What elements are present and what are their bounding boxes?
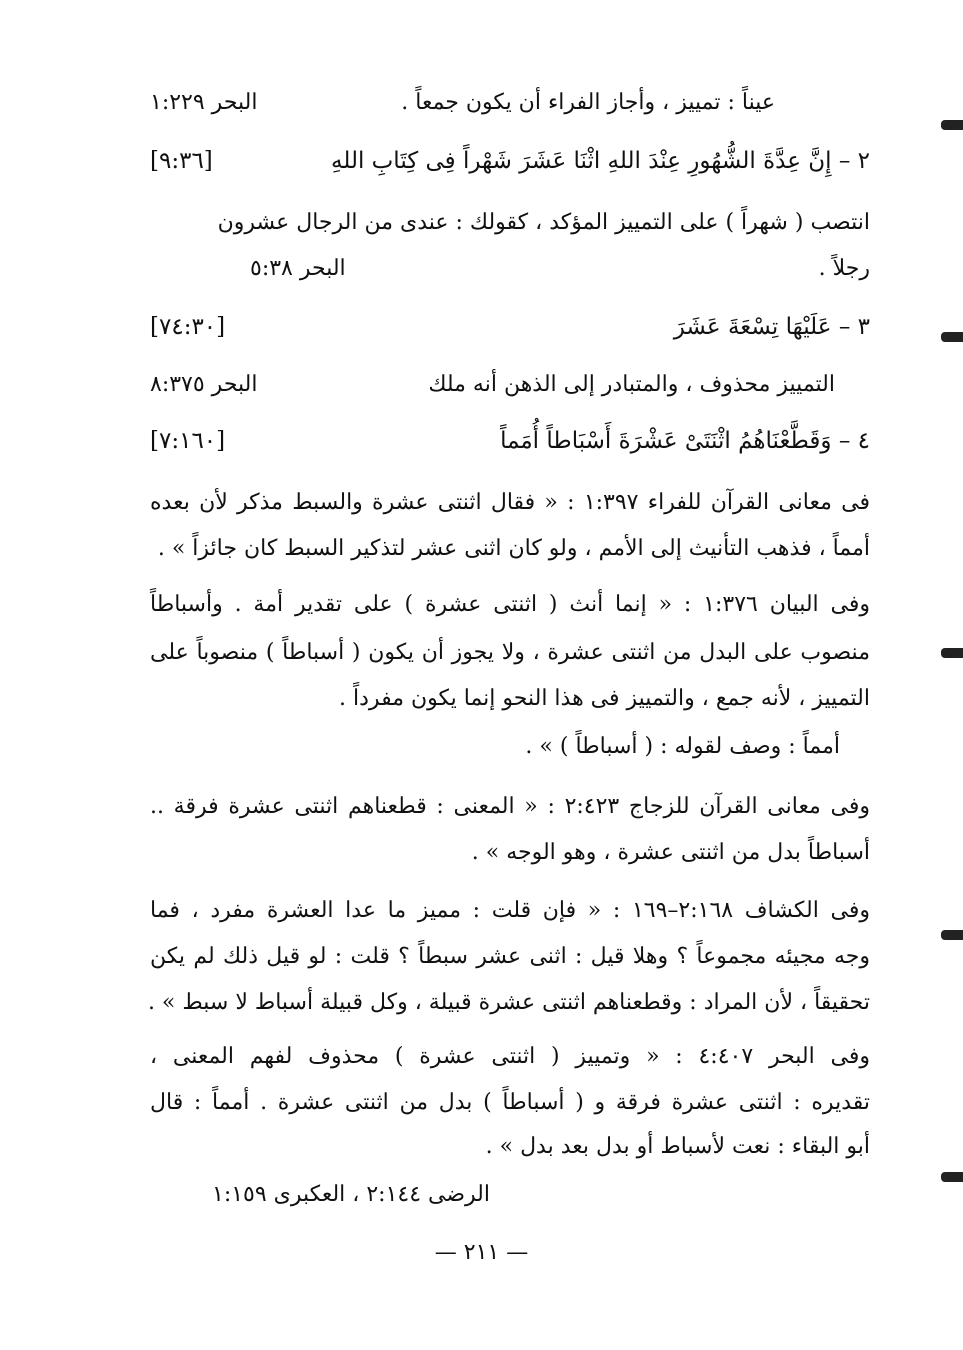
reference: البحر ٥:٣٨ bbox=[250, 256, 346, 281]
line-text: تقديره : اثنتى عشرة فرقة و ( أسباطاً ) بدل من اثنتى عشرة . أمماً : قال bbox=[150, 1090, 870, 1115]
line-text: وفى البيان ١:٣٧٦ : « إنما أنث ( اثنتى عشرة ) على تقدير أمة . وأسباطاً bbox=[150, 592, 870, 617]
scan-margin-mark bbox=[941, 930, 963, 940]
scan-margin-mark bbox=[941, 648, 963, 658]
line-text: أمماً ، فذهب التأنيث إلى الأمم ، ولو كان اثنى عشر لتذكير السبط كان جائزاً » . bbox=[157, 536, 870, 561]
reference: البحر ٨:٣٧٥ bbox=[150, 372, 258, 397]
line-text: أسباطاً بدل من اثنتى عشرة ، وهو الوجه » . bbox=[471, 840, 870, 865]
verse-reference: [٩:٣٦] bbox=[150, 148, 213, 174]
verse-text: ٢ – إِنَّ عِدَّةَ الشُّهُورِ عِنْدَ اللهِ اثْنَا عَشَرَ شَهْراً فِى كِتَابِ اللهِ bbox=[331, 148, 870, 174]
scan-margin-mark bbox=[941, 120, 963, 130]
verse-reference: [٧:١٦٠] bbox=[150, 428, 226, 454]
paragraph-line bbox=[150, 1088, 870, 1118]
line-text: انتصب ( شهراً ) على التمييز المؤكد ، كقولك : عندى من الرجال عشرون bbox=[217, 210, 870, 235]
paragraph-line bbox=[150, 488, 870, 518]
reference: البحر ١:٢٢٩ bbox=[150, 90, 258, 115]
paragraph-line bbox=[150, 792, 870, 822]
line-text: عيناً : تمييز ، وأجاز الفراء أن يكون جمعاً . bbox=[401, 90, 775, 115]
line-text: التمييز محذوف ، والمتبادر إلى الذهن أنه ملك bbox=[428, 372, 835, 397]
line-text: وفى معانى القرآن للزجاج ٢:٤٢٣ : « المعنى : قطعناهم اثنتى عشرة فرقة .. bbox=[150, 794, 871, 819]
line-text: وجه مجيئه مجموعاً ؟ وهلا قيل : اثنى عشر سبطاً ؟ قلت : لو قيل ذلك لم يكن bbox=[150, 944, 870, 969]
line-text: وفى الكشاف ٢:١٦٨–١٦٩ : « فإن قلت : مميز ما عدا العشرة مفرد ، فما bbox=[150, 898, 870, 923]
paragraph-line bbox=[150, 942, 870, 972]
line-text: وفى البحر ٤:٤٠٧ : « وتمييز ( اثنتى عشرة ) محذوف لفهم المعنى ، bbox=[150, 1044, 870, 1069]
line-text: فى معانى القرآن للفراء ١:٣٩٧ : « فقال اثنتى عشرة والسبط مذكر لأن بعده bbox=[150, 490, 870, 515]
paragraph-line bbox=[150, 1042, 870, 1072]
line-text: أمماً : وصف لقوله : ( أسباطاً ) » . bbox=[525, 734, 840, 759]
page-number: — ٢١١ — bbox=[434, 1240, 529, 1265]
line-text: منصوب على البدل من اثنتى عشرة ، ولا يجوز أن يكون ( أسباطاً ) منصوباً على bbox=[150, 640, 870, 665]
line-text: تحقيقاً ، لأن المراد : وقطعناهم اثنتى عشرة قبيلة ، وكل قبيلة أسباط لا سبط » . bbox=[147, 990, 870, 1015]
verse-text: ٣ – عَلَيْهَا تِسْعَةَ عَشَرَ bbox=[673, 314, 870, 340]
verse-reference: [٧٤:٣٠] bbox=[150, 314, 226, 340]
paragraph-line bbox=[150, 590, 870, 620]
line-text: رجلاً . bbox=[818, 256, 870, 281]
line-text: الرضى ٢:١٤٤ ، العكبرى ١:١٥٩ bbox=[212, 1182, 490, 1207]
paragraph-line bbox=[150, 638, 870, 668]
scan-margin-mark bbox=[941, 1172, 963, 1182]
line-text: أبو البقاء : نعت لأسباط أو بدل بعد بدل » . bbox=[485, 1134, 870, 1159]
line-text: التمييز ، لأنه جمع ، والتمييز فى هذا النحو إنما يكون مفرداً . bbox=[339, 686, 870, 711]
paragraph-line bbox=[150, 896, 870, 926]
verse-text: ٤ – وَقَطَّعْنَاهُمُ اثْنَتَىْ عَشْرَةَ أَسْبَاطاً أُمَماً bbox=[500, 428, 870, 454]
scan-margin-mark bbox=[941, 332, 963, 342]
